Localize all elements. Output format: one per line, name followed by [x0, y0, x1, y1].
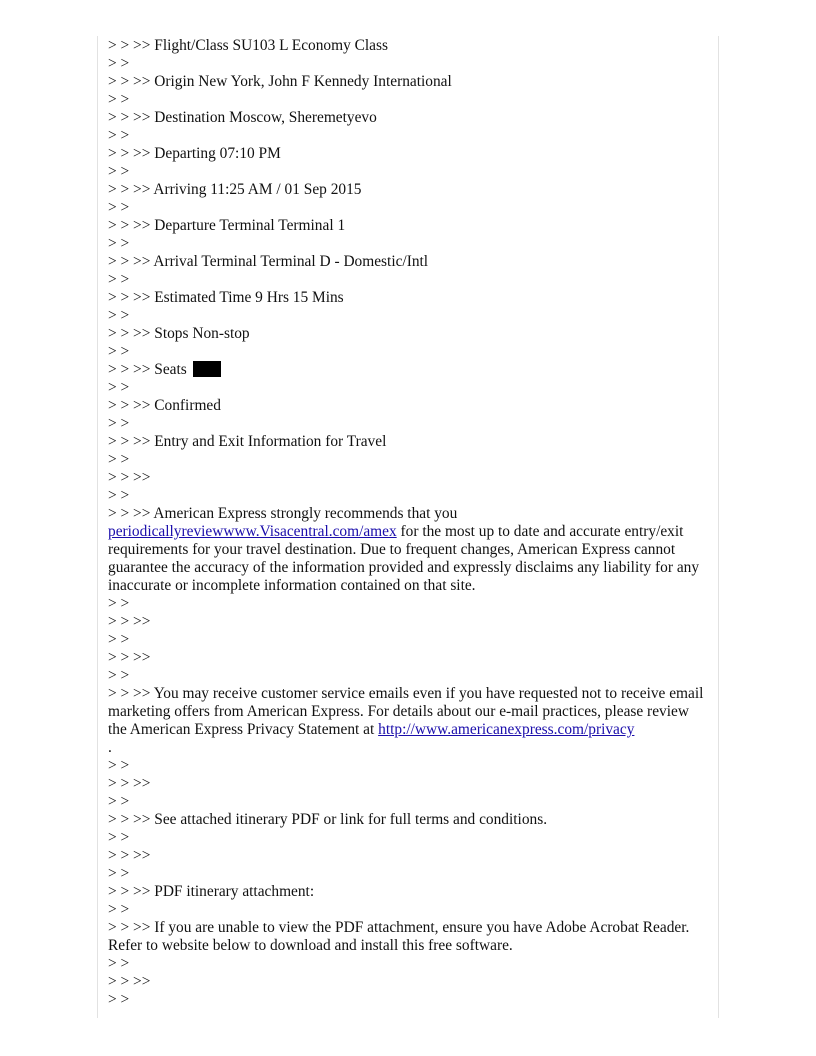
flight-class-line: > > >> Flight/Class SU103 L Economy Class [108, 37, 388, 54]
quote-marker: > > [108, 793, 130, 810]
email-body [108, 37, 708, 1009]
departing-line: > > >> Departing 07:10 PM [108, 145, 281, 162]
quote-marker: > > [108, 343, 130, 360]
entry-exit-heading: > > >> Entry and Exit Information for Travel [108, 433, 387, 450]
stops-line: > > >> Stops Non-stop [108, 325, 250, 342]
quote-marker: > > [108, 757, 130, 774]
seats-label: > > >> Seats [108, 361, 191, 378]
quote-marker: > > [108, 667, 130, 684]
arrival-terminal-line: > > >> Arrival Terminal Terminal D - Domestic/Intl [108, 253, 429, 270]
quote-marker: > > [108, 163, 130, 180]
empty-quote-marker: > > >> [108, 775, 151, 792]
confirmed-line: > > >> Confirmed [108, 397, 221, 414]
quote-marker: > > [108, 55, 130, 72]
seats-line [108, 361, 708, 379]
empty-quote-marker: > > >> [108, 469, 151, 486]
quote-marker: > > [108, 127, 130, 144]
origin-line: > > >> Origin New York, John F Kennedy International [108, 73, 452, 90]
quote-marker: > > [108, 631, 130, 648]
quote-marker: > > [108, 829, 130, 846]
visacentral-link[interactable]: periodicallyreviewwww.Visacentral.com/amex [108, 523, 397, 540]
amex-recommendation-prefix: > > >> American Express strongly recommends that you [108, 505, 458, 522]
arriving-line: > > >> Arriving 11:25 AM / 01 Sep 2015 [108, 181, 362, 198]
quote-marker: > > [108, 235, 130, 252]
unable-view-paragraph: > > >> If you are unable to view the PDF attachment, ensure you have Adobe Acrobat Reader. Refer to website below to download and install this free software. [108, 919, 690, 954]
quote-marker: > > [108, 991, 130, 1008]
redacted-seat-block [193, 361, 221, 377]
estimated-time-line: > > >> Estimated Time 9 Hrs 15 Mins [108, 289, 344, 306]
quote-marker: > > [108, 487, 130, 504]
quote-marker: > > [108, 901, 130, 918]
see-attached-line: > > >> See attached itinerary PDF or link for full terms and conditions. [108, 811, 548, 828]
empty-quote-marker: > > >> [108, 649, 151, 666]
quote-marker: > > [108, 307, 130, 324]
empty-quote-marker: > > >> [108, 847, 151, 864]
quote-marker: > > [108, 865, 130, 882]
period-text: . [108, 739, 112, 756]
destination-line: > > >> Destination Moscow, Sheremetyevo [108, 109, 377, 126]
amex-recommendation-text: for the most up to date and accurate entry/exit requirements for your travel destination. Due to frequent changes, American Express cannot guarantee the accuracy of the information provided and expressly disclaims any liability for any inaccurate or incomplete information contained on that site. [108, 523, 700, 594]
quote-marker: > > [108, 451, 130, 468]
quote-marker: > > [108, 91, 130, 108]
amex-recommendation-paragraph [108, 505, 708, 595]
privacy-link[interactable]: http://www.americanexpress.com/privacy [378, 721, 635, 738]
quote-marker: > > [108, 379, 130, 396]
departure-terminal-line: > > >> Departure Terminal Terminal 1 [108, 217, 346, 234]
pdf-attachment-line: > > >> PDF itinerary attachment: [108, 883, 315, 900]
quote-marker: > > [108, 595, 130, 612]
empty-quote-marker: > > >> [108, 613, 151, 630]
quote-marker: > > [108, 955, 130, 972]
service-emails-paragraph [108, 685, 708, 757]
quote-marker: > > [108, 271, 130, 288]
service-emails-text: > > >> You may receive customer service emails even if you have requested not to receive email marketing offers from American Express. For details about our e-mail practices, please review the American Express Privacy Statement at [108, 685, 704, 738]
empty-quote-marker: > > >> [108, 973, 151, 990]
quote-marker: > > [108, 199, 130, 216]
quote-marker: > > [108, 415, 130, 432]
